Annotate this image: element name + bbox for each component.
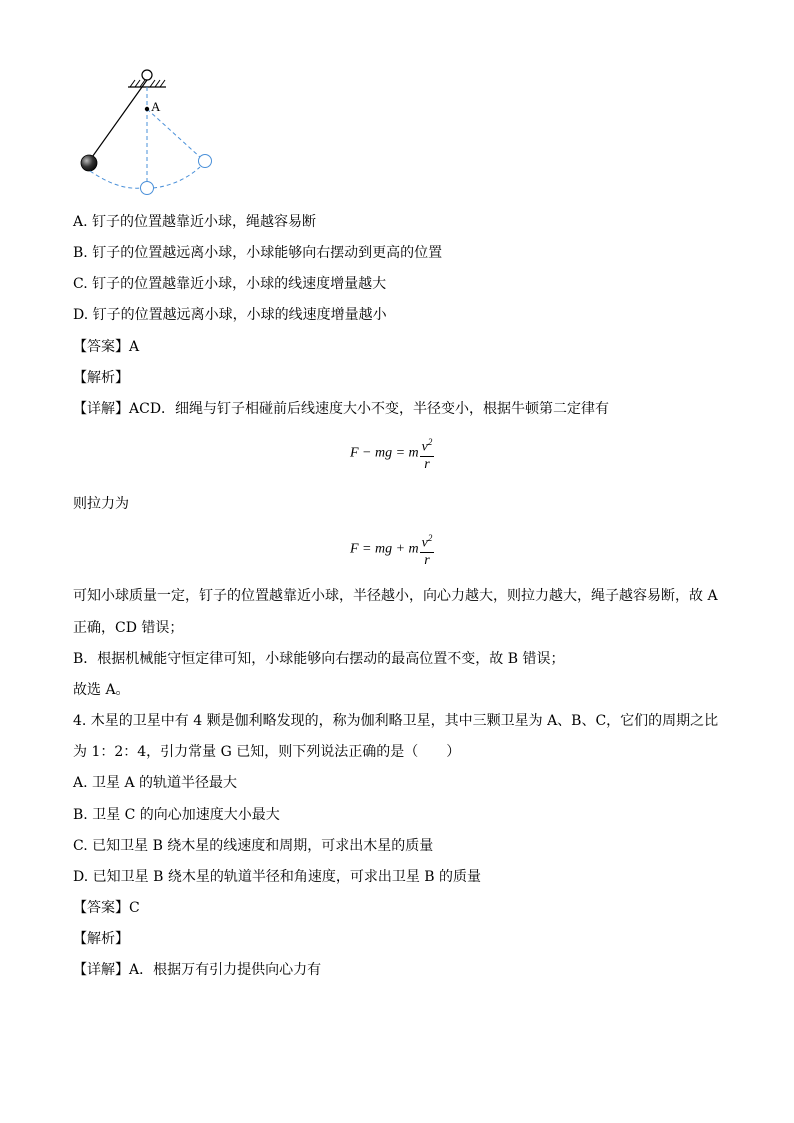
q4-option-c: C. 已知卫星 B 绕木星的线速度和周期，可求出木星的质量: [73, 838, 434, 854]
q3-paragraph-2: 正确，CD 错误；: [73, 620, 184, 636]
q4-detail: 【详解】A．根据万有引力提供向心力有: [73, 962, 322, 978]
q3-answer: 【答案】A: [73, 339, 140, 355]
q3-detail: 【详解】ACD．细绳与钉子相碰前后线速度大小不变，半径变小，根据牛顿第二定律有: [73, 401, 610, 417]
q3-option-c: C. 钉子的位置越靠近小球，小球的线速度增量越大: [73, 276, 387, 292]
nail-label: A: [151, 99, 161, 114]
q3-option-b: B. 钉子的位置越远离小球，小球能够向右摆动到更高的位置: [73, 245, 443, 261]
q4-option-d: D. 已知卫星 B 绕木星的轨道半径和角速度，可求出卫星 B 的质量: [73, 869, 482, 885]
pendulum-figure: [0, 0, 794, 200]
q4-stem-line-2: 为 1：2：4，引力常量 G 已知，则下列说法正确的是（ ）: [73, 744, 461, 760]
q4-option-a: A. 卫星 A 的轨道半径最大: [73, 775, 238, 791]
q4-analysis-heading: 【解析】: [73, 931, 129, 947]
q3-paragraph-3: B．根据机械能守恒定律可知，小球能够向右摆动的最高位置不变，故 B 错误；: [73, 651, 565, 667]
q3-then: 则拉力为: [73, 496, 129, 512]
q4-answer: 【答案】C: [73, 900, 140, 916]
equation-1: F − mg = m $\frac{v^2}{r}$: [350, 434, 434, 473]
q3-paragraph-1: 可知小球质量一定，钉子的位置越靠近小球，半径越小，向心力越大，则拉力越大，绳子越容易断，故 A: [73, 588, 718, 604]
q4-option-b: B. 卫星 C 的向心加速度大小最大: [73, 807, 280, 823]
q3-option-d: D. 钉子的位置越远离小球，小球的线速度增量越小: [73, 307, 387, 323]
q3-option-a: A. 钉子的位置越靠近小球，绳越容易断: [73, 214, 317, 230]
q4-stem-line-1: 4. 木星的卫星中有 4 颗是伽利略发现的，称为伽利略卫星，其中三颗卫星为 A、B、C，它们的周期之比: [73, 713, 719, 729]
equation-2: F = mg + m $\frac{v^2}{r}$: [350, 530, 434, 569]
q3-analysis-heading: 【解析】: [73, 370, 129, 386]
q3-paragraph-4: 故选 A。: [73, 682, 130, 698]
